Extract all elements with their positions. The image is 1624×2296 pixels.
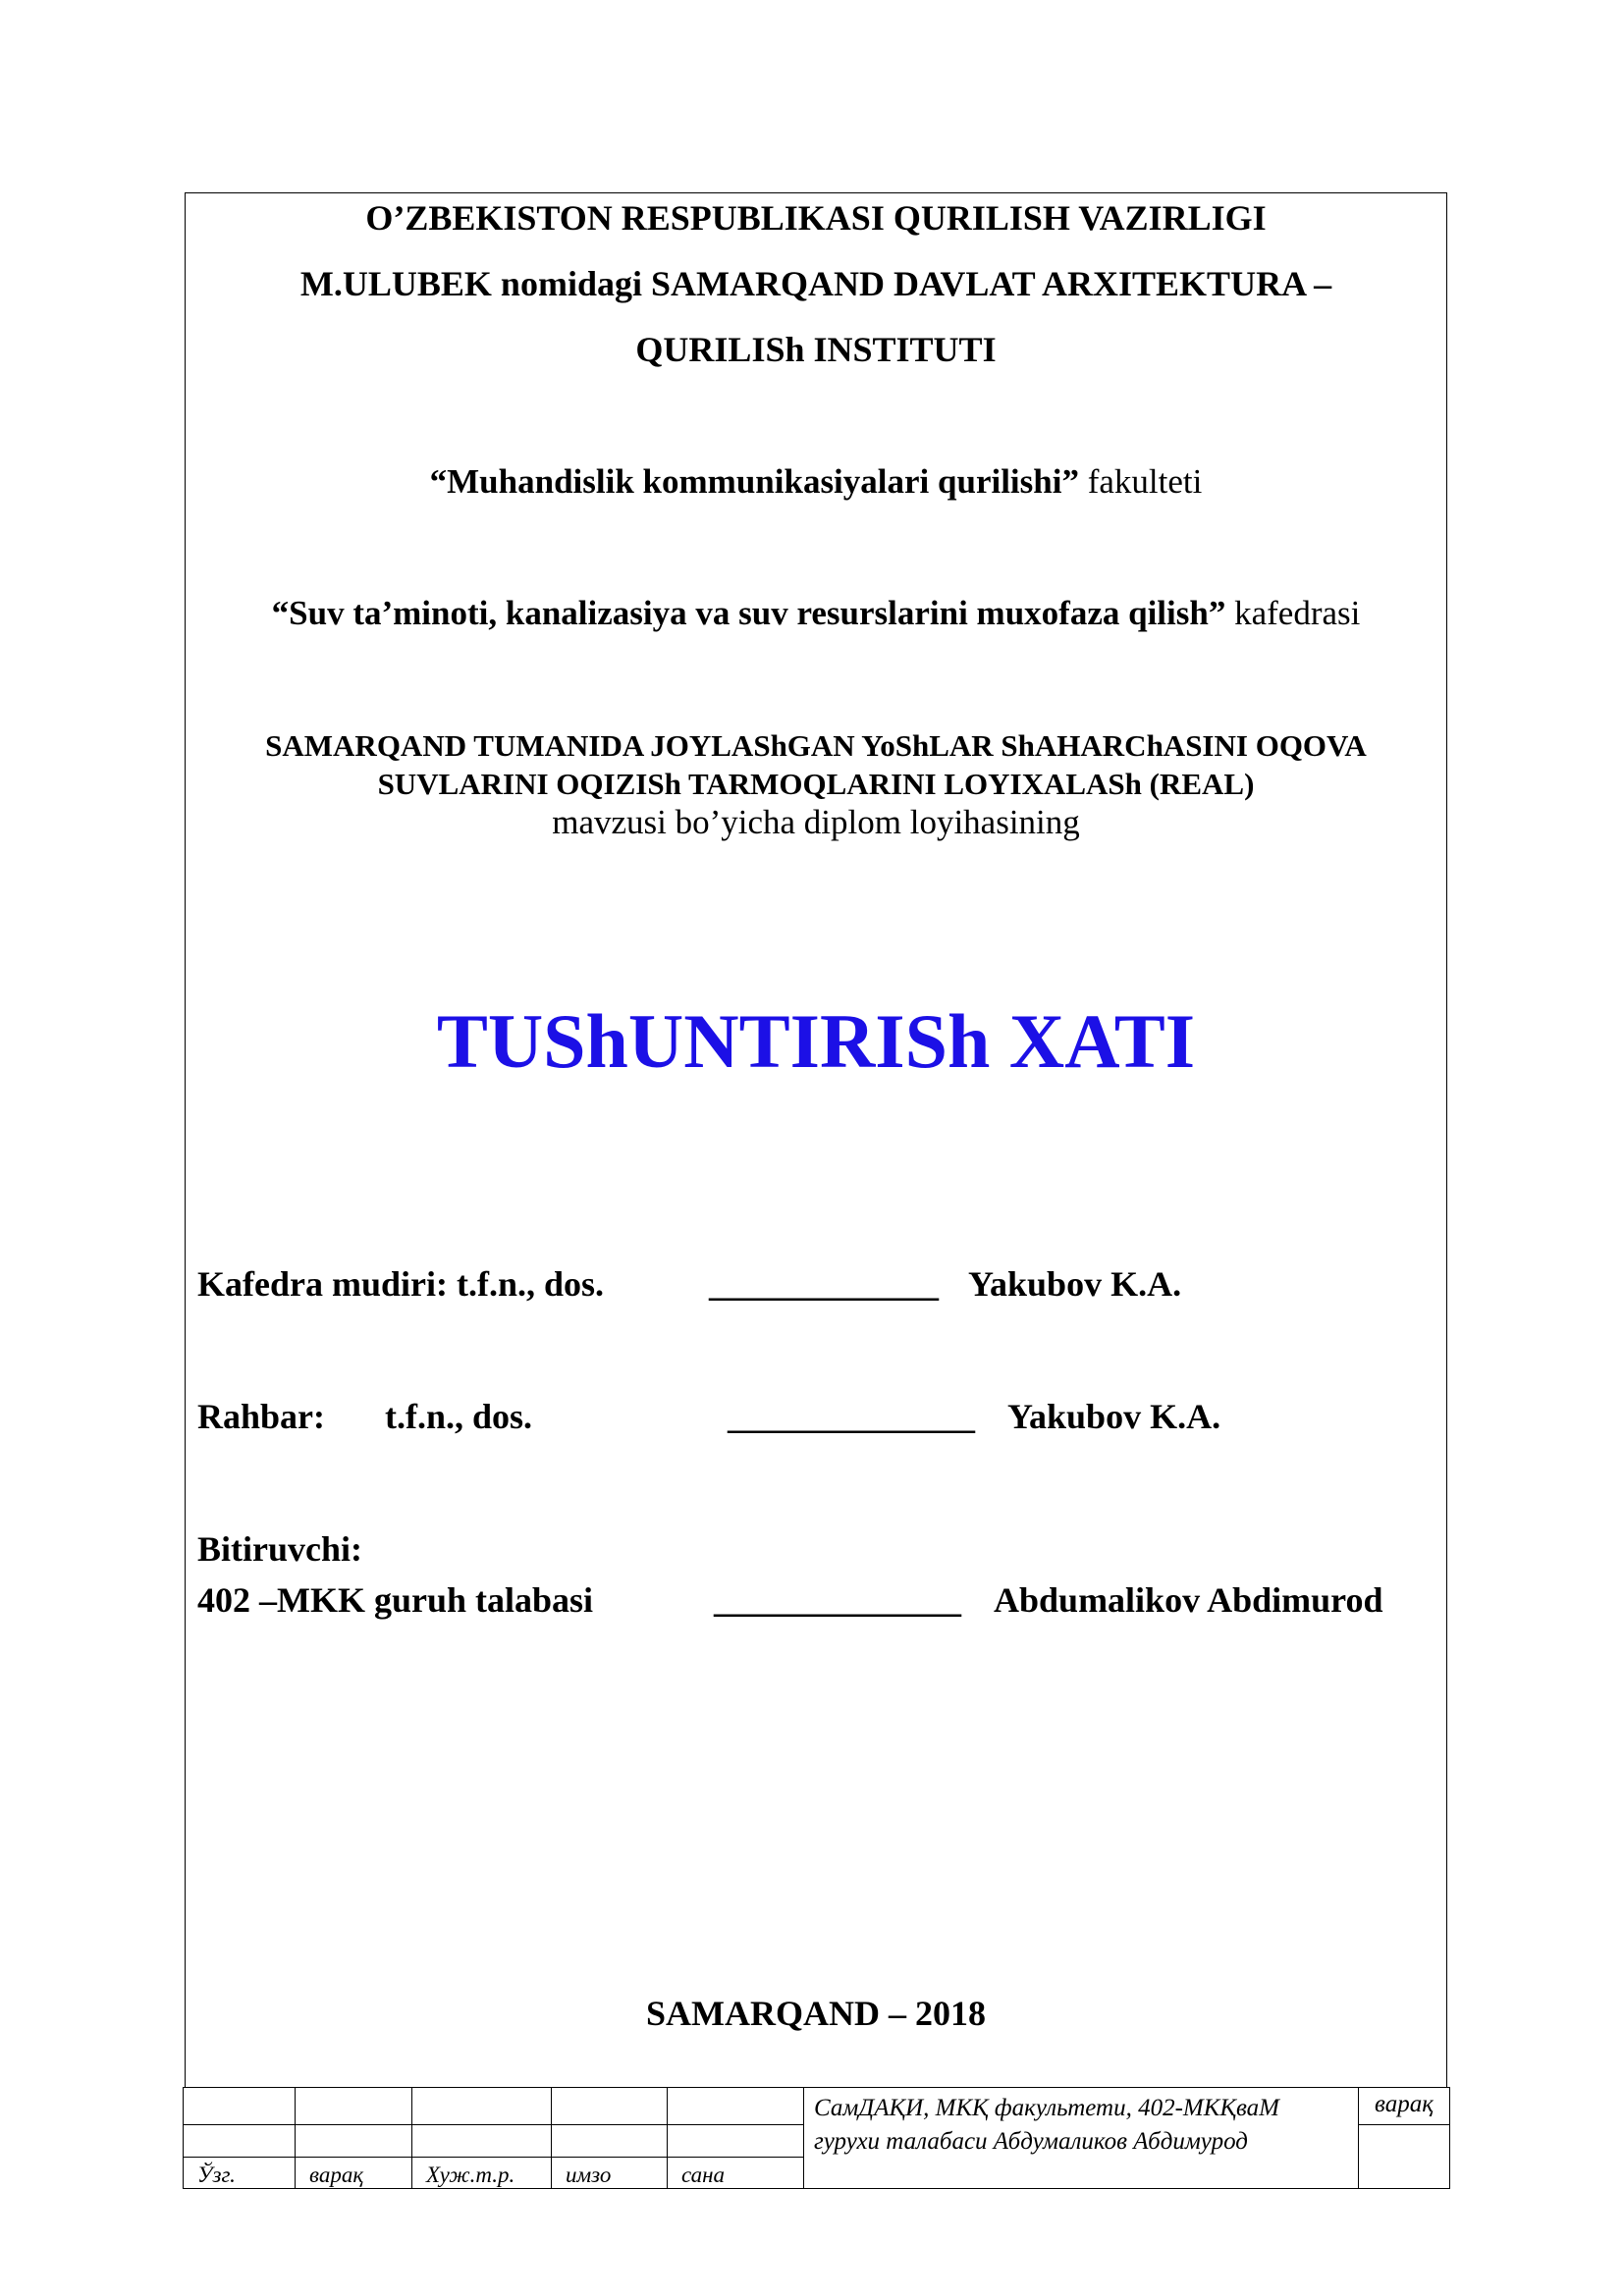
- stamp-col-label: сана: [668, 2158, 804, 2189]
- stamp-cell: [296, 2125, 412, 2158]
- stamp-description: [804, 2088, 1359, 2189]
- stamp-cell: [552, 2088, 668, 2125]
- stamp-description-line1: СамДАҚИ, МКҚ факультети, 402-МКҚваМ: [814, 2095, 1279, 2121]
- department-name: “Suv ta’minoti, kanalizasiya va suv resurslarini muxofaza qilish”: [271, 594, 1226, 632]
- institute-heading-line2: QURILISh INSTITUTI: [635, 330, 997, 369]
- graduate-signature-line: ______________: [714, 1580, 961, 1620]
- topic-line3: mavzusi bo’yicha diplom loyihasining: [552, 803, 1080, 841]
- stamp-col-label: Хуж.т.р.: [412, 2158, 552, 2189]
- stamp-col-label: имзо: [552, 2158, 668, 2189]
- ministry-heading: O’ZBEKISTON RESPUBLIKASI QURILISH VAZIRLIGI: [365, 198, 1267, 238]
- title-block-stamp: [183, 2087, 1450, 2189]
- stamp-col-label: варақ: [296, 2158, 412, 2189]
- stamp-cell: [412, 2125, 552, 2158]
- head-label: Kafedra mudiri: t.f.n., dos.: [197, 1264, 604, 1304]
- head-signature-line: _____________: [709, 1264, 939, 1304]
- supervisor-signature-line: ______________: [728, 1397, 975, 1436]
- document-title: TUShUNTIRISh XATI: [436, 998, 1196, 1084]
- stamp-cell: [296, 2088, 412, 2125]
- stamp-cell: [184, 2088, 296, 2125]
- department-suffix: kafedrasi: [1225, 594, 1361, 632]
- institute-heading-line1: M.ULUBEK nomidagi SAMARQAND DAVLAT ARXITEKTURA –: [299, 264, 1332, 303]
- stamp-sheet-number: [1359, 2125, 1450, 2189]
- supervisor-label: Rahbar:: [197, 1397, 326, 1436]
- city-year: SAMARQAND – 2018: [646, 1994, 986, 2033]
- stamp-cell: [668, 2088, 804, 2125]
- faculty-name: “Muhandislik kommunikasiyalari qurilishi”: [429, 462, 1079, 501]
- stamp-cell: [412, 2088, 552, 2125]
- graduate-label: Bitiruvchi:: [197, 1529, 362, 1569]
- stamp-col-label: Ўзг.: [184, 2158, 296, 2189]
- department-line: [185, 594, 1447, 633]
- faculty-suffix: fakulteti: [1078, 462, 1203, 501]
- stamp-cell: [184, 2125, 296, 2158]
- graduate-name: Abdumalikov Abdimurod: [994, 1580, 1383, 1620]
- supervisor-degree: t.f.n., dos.: [385, 1397, 533, 1436]
- stamp-cell: [668, 2125, 804, 2158]
- supervisor-name: Yakubov K.A.: [1007, 1397, 1221, 1436]
- stamp-description-line2: гурухи талабаси Абдумаликов Абдимурод: [814, 2128, 1248, 2155]
- graduate-group: 402 –MKK guruh talabasi: [197, 1580, 594, 1620]
- stamp-sheet-label: варақ: [1359, 2088, 1450, 2125]
- topic-line2: SUVLARINI OQIZISh TARMOQLARINI LOYIXALASh (REAL): [377, 767, 1255, 801]
- head-name: Yakubov K.A.: [968, 1264, 1182, 1304]
- faculty-line: [185, 462, 1447, 502]
- topic-line1: SAMARQAND TUMANIDA JOYLAShGAN YoShLAR ShAHARChASINI OQOVA: [265, 728, 1367, 763]
- stamp-cell: [552, 2125, 668, 2158]
